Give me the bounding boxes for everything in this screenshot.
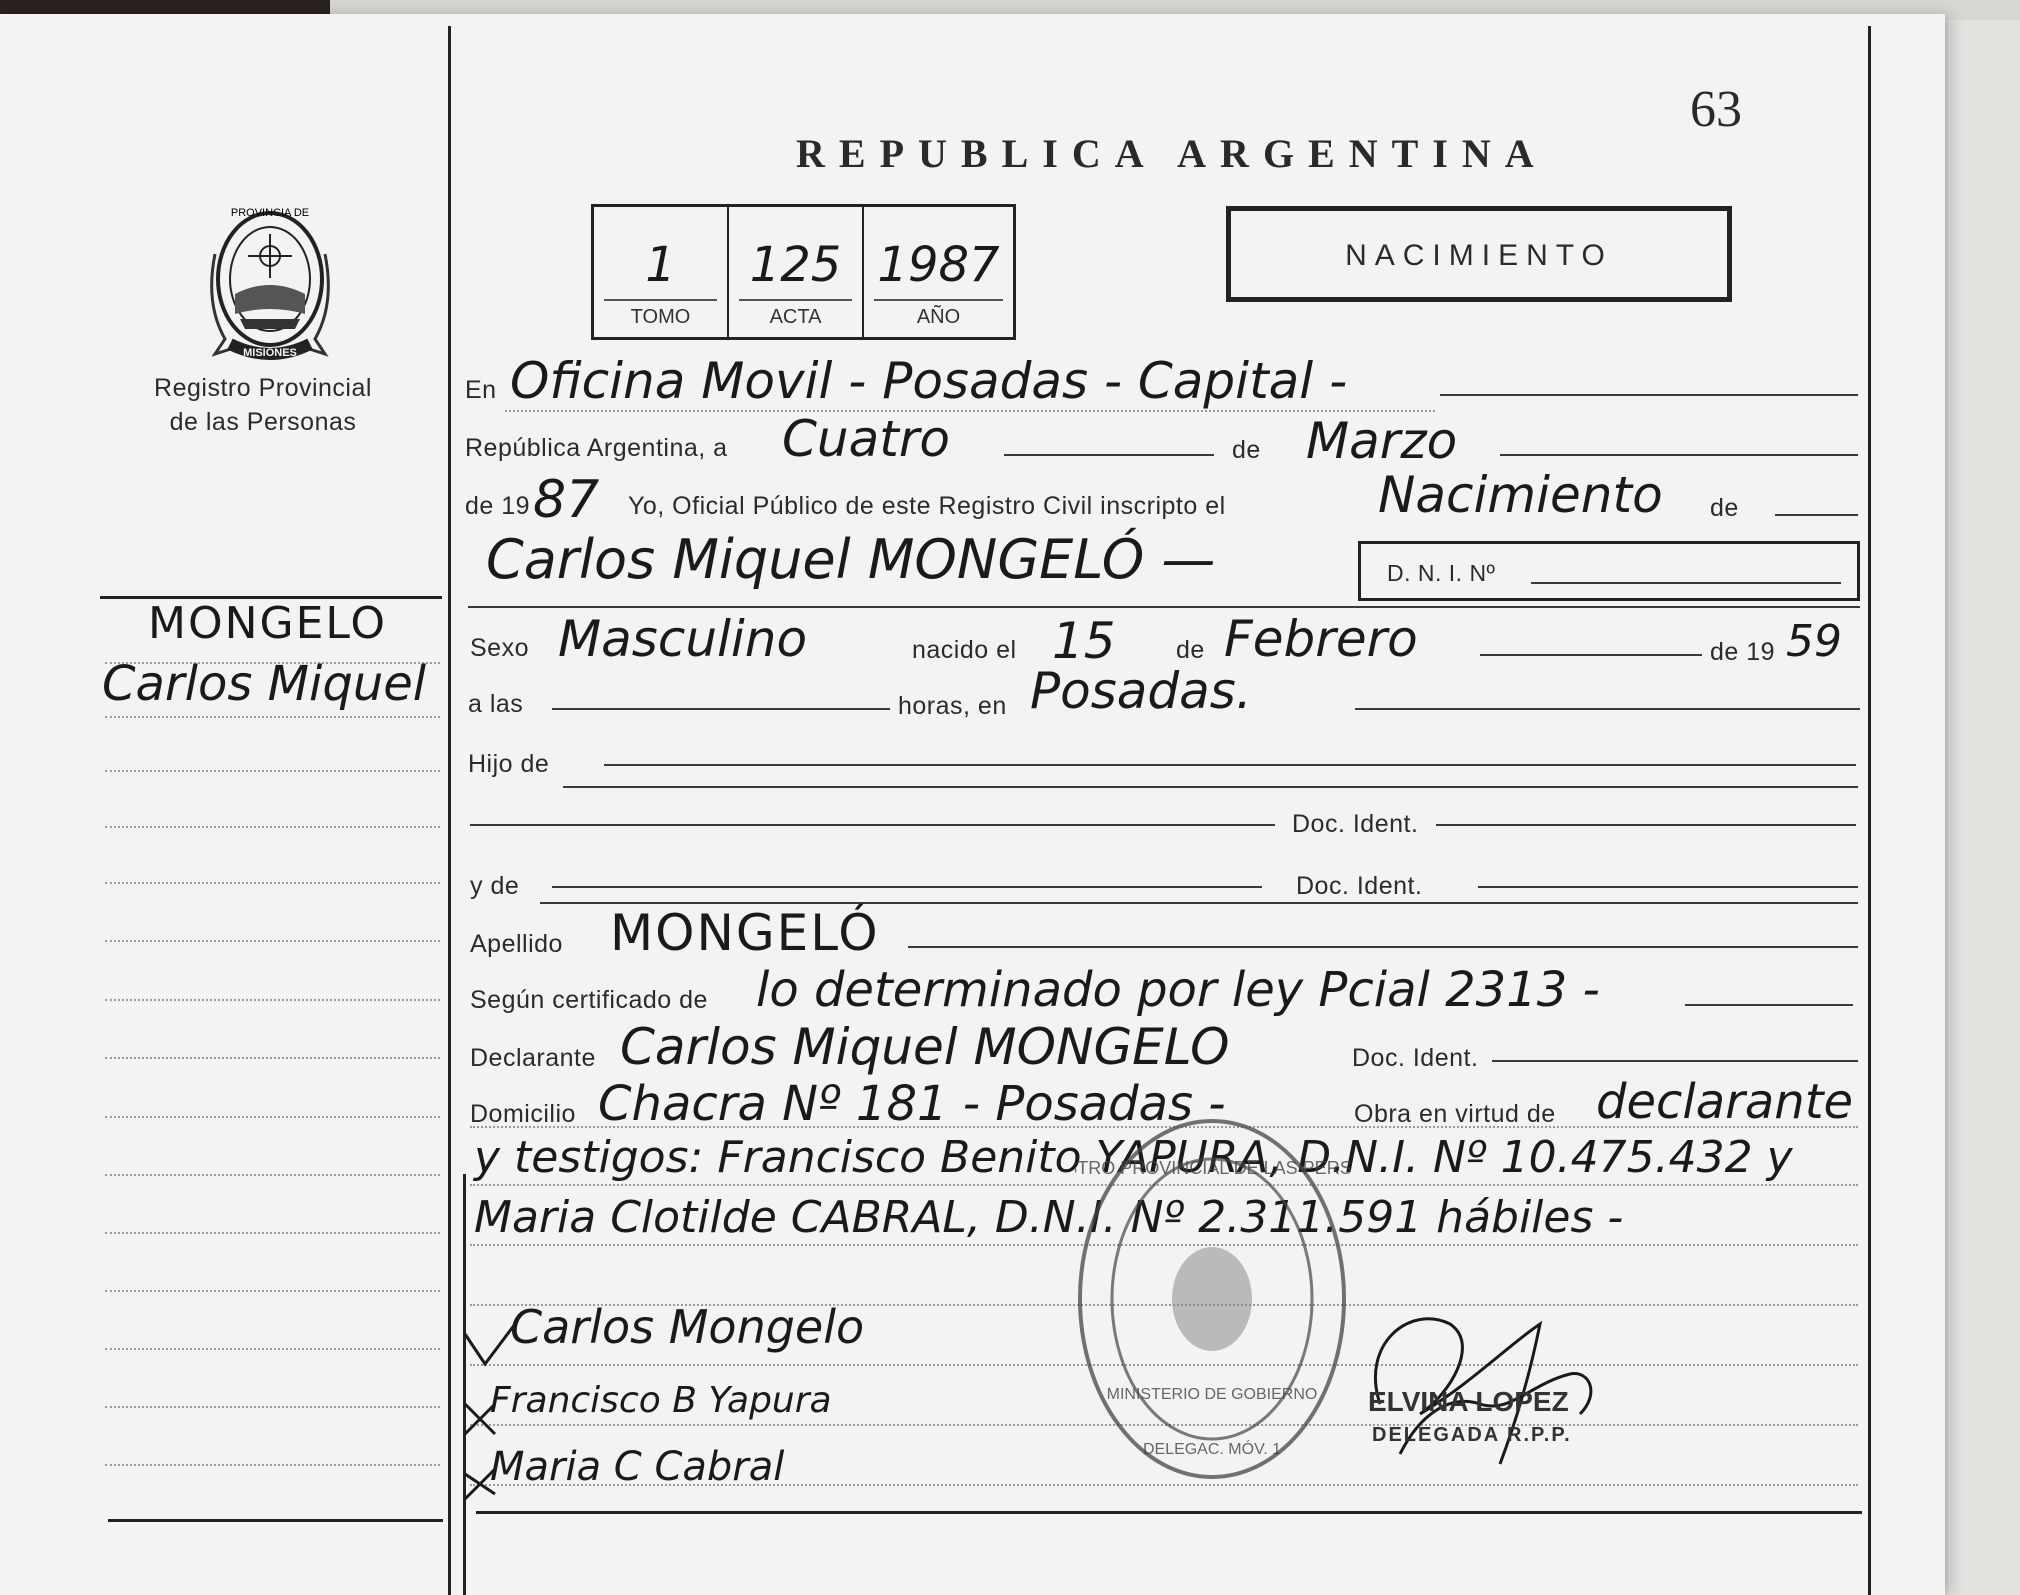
- right-border: [1868, 26, 1871, 1595]
- domicilio-label: Domicilio: [470, 1100, 576, 1128]
- obra-line-3: Maria Clotilde CABRAL, D.N.I. Nº 2.311.591 hábiles -: [474, 1192, 1624, 1243]
- apellido-value: MONGELÓ: [610, 904, 880, 962]
- dni-box: [1358, 541, 1860, 601]
- declarante-value: Carlos Miquel MONGELO: [620, 1018, 1230, 1076]
- signature-declarante: Carlos Mongelo: [510, 1300, 865, 1354]
- obra-line-2: y testigos: Francisco Benito YAPURA, D.N.I. Nº 10.475.432 y: [474, 1132, 1793, 1183]
- de-label-3: de: [1176, 636, 1205, 664]
- de-19-label: de 19: [1710, 638, 1776, 666]
- obra-value: declarante: [1596, 1074, 1854, 1130]
- y-de-label: y de: [470, 872, 520, 900]
- official-seal: [1075, 1114, 1350, 1484]
- year-prefix: de 19: [465, 492, 531, 520]
- binding-strip: [0, 0, 330, 14]
- doc-ident-label-3: Doc. Ident.: [1352, 1044, 1479, 1072]
- acto-value: Nacimiento: [1378, 466, 1663, 524]
- tomo-label: TOMO: [630, 306, 691, 328]
- anio-label: AÑO: [916, 306, 961, 328]
- domicilio-value: Chacra Nº 181 - Posadas -: [598, 1076, 1226, 1132]
- de-label-2: de: [1710, 494, 1739, 522]
- registry-name-line1: Registro Provincial: [154, 374, 372, 402]
- acta-label: ACTA: [769, 306, 822, 328]
- inscribed-name: Carlos Miquel MONGELÓ —: [486, 528, 1216, 591]
- yo-text: Yo, Oficial Público de este Registro Civil inscripto el: [628, 492, 1226, 520]
- provincial-emblem: [195, 194, 345, 369]
- acta-value: 125: [749, 237, 842, 293]
- de-label: de: [1232, 436, 1261, 464]
- birth-month: Febrero: [1224, 610, 1418, 668]
- margin-given-names: Carlos Miquel: [102, 656, 427, 712]
- anio-cell: [864, 207, 1013, 337]
- svg-text:REGISTRO PROVINCIAL DE LAS PER: TRO PROVINCIAL DE LAS PERS: [1077, 1158, 1350, 1178]
- registry-name-line2: de las Personas: [169, 408, 357, 436]
- margin-bottom-rule: [108, 1519, 443, 1522]
- nacido-label: nacido el: [912, 636, 1017, 664]
- doc-ident-label-2: Doc. Ident.: [1296, 872, 1423, 900]
- doc-ident-label-1: Doc. Ident.: [1292, 810, 1419, 838]
- obra-label: Obra en virtud de: [1354, 1100, 1556, 1128]
- svg-text:MISIONES: MISIONES: [243, 347, 297, 359]
- hijo-label: Hijo de: [468, 750, 550, 778]
- country-title: REPUBLICA ARGENTINA: [796, 131, 1548, 176]
- a-las-label: a las: [468, 690, 524, 718]
- apellido-label: Apellido: [470, 930, 563, 958]
- sexo-label: Sexo: [470, 634, 529, 662]
- record-type: NACIMIENTO: [1345, 239, 1613, 272]
- record-number-box: [591, 204, 1016, 340]
- horas-label: horas, en: [898, 692, 1007, 720]
- segun-label: Según certificado de: [470, 986, 708, 1014]
- birth-record-page: [0, 14, 1945, 1595]
- declarante-label: Declarante: [470, 1044, 596, 1072]
- tomo-value: 1: [645, 237, 676, 293]
- en-label: En: [465, 376, 497, 404]
- svg-text:MINISTERIO DE GOBIERNO: MINISTERIO DE GOBIERNO: [1106, 1386, 1318, 1403]
- registrar-signature: [1340, 1284, 1640, 1484]
- anio-value: 1987: [877, 237, 1000, 293]
- signature-witness-1: Francisco B Yapura: [490, 1380, 832, 1421]
- signature-witness-2: Maria C Cabral: [490, 1444, 785, 1490]
- tomo-cell: [594, 207, 729, 337]
- page-edge: [1948, 20, 2020, 1595]
- svg-text:DELEGAC. MÓV. 1: DELEGAC. MÓV. 1: [1142, 1441, 1282, 1458]
- record-type-box: [1226, 206, 1732, 302]
- en-value: Oficina Movil - Posadas - Capital -: [510, 352, 1348, 410]
- sexo-value: Masculino: [558, 610, 808, 668]
- page-number: 63: [1690, 81, 1742, 138]
- dni-label: D. N. I. Nº: [1387, 560, 1496, 586]
- birth-year: 59: [1786, 616, 1842, 667]
- birth-day: 15: [1052, 612, 1116, 670]
- svg-text:PROVINCIA DE: PROVINCIA DE: [230, 207, 310, 219]
- margin-surname: MONGELO: [148, 598, 387, 649]
- month-value: Marzo: [1306, 412, 1458, 470]
- republica-label: República Argentina, a: [465, 434, 728, 462]
- segun-value: lo determinado por ley Pcial 2313 -: [756, 962, 1600, 1018]
- year-value: 87: [533, 470, 600, 530]
- day-value: Cuatro: [782, 410, 950, 468]
- acta-cell: [729, 207, 864, 337]
- birth-place: Posadas.: [1030, 662, 1252, 720]
- column-divider: [448, 26, 451, 1595]
- stamp-role: DELEGADA R.P.P.: [1372, 1424, 1572, 1446]
- stamp-name: ELVINA LOPEZ: [1368, 1386, 1569, 1417]
